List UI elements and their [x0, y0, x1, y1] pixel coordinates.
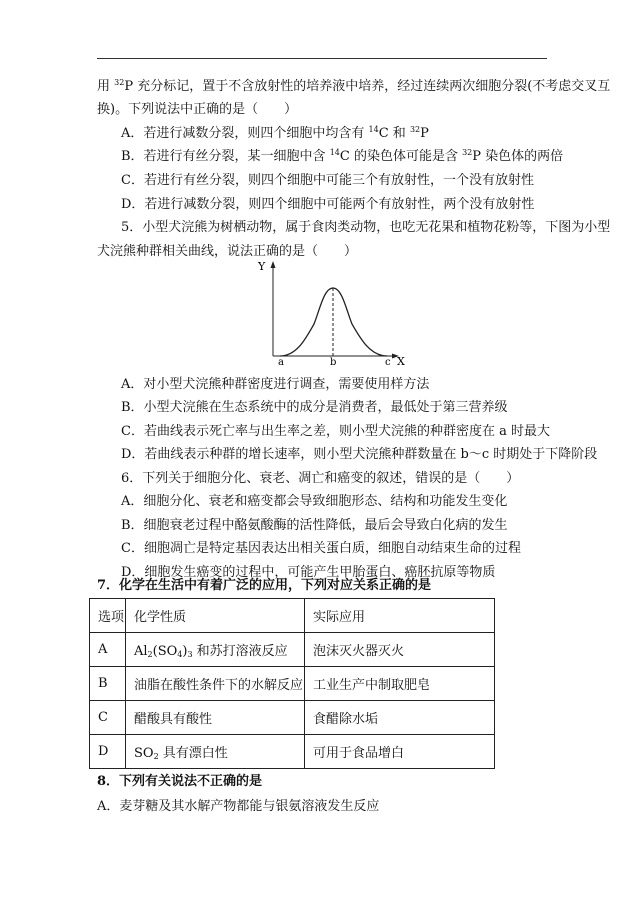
q4-option-d[interactable]: D．若进行减数分裂，则四个细胞中可能两个有放射性，两个没有放射性 [121, 197, 535, 212]
row-option: A [90, 633, 126, 667]
y-axis-arrow [271, 261, 276, 268]
y-axis-label: Y [258, 260, 266, 273]
row-property: $Al_2(SO_4)_3$ 和苏打溶液反应 [126, 633, 305, 667]
q4-option-a[interactable]: A．若进行减数分裂，则四个细胞中均含有 $^{14}$C 和 $^{32}$P [121, 125, 429, 141]
q8-stem: 8．下列有关说法不正确的是 [97, 774, 263, 789]
q4-option-c[interactable]: C．若进行有丝分裂，则四个细胞中可能三个有放射性，一个没有放射性 [121, 173, 534, 188]
q5-stem-line-2: 犬浣熊种群相关曲线，说法正确的是（ ） [97, 244, 358, 259]
q6-option-d[interactable]: D．细胞发生癌变的过程中，可能产生甲胎蛋白、癌胚抗原等物质 [121, 565, 496, 580]
row-application: 可用于食品增白 [305, 735, 495, 769]
table-row[interactable] [90, 701, 495, 735]
q4-continuation-line-2: 换)。下列说法中正确的是（ ） [97, 102, 298, 117]
q5-option-d[interactable]: D．若曲线表示种群的增长速率，则小型犬浣熊种群数量在 b～c 时期处于下降阶段 [121, 447, 598, 462]
table-row[interactable] [90, 633, 495, 667]
row-property: 油脂在酸性条件下的水解反应 [126, 667, 305, 701]
q5-option-b[interactable]: B．小型犬浣熊在生态系统中的成分是消费者，最低处于第三营养级 [121, 400, 508, 415]
q6-option-a[interactable]: A．细胞分化、衰老和癌变都会导致细胞形态、结构和功能发生变化 [121, 494, 508, 509]
point-c-label: c [385, 357, 391, 368]
q5-stem-line-1: 5．小型犬浣熊为树栖动物，属于食肉类动物，也吃无花果和植物花粉等，下图为小型 [121, 220, 611, 235]
row-property: $SO_2$ 具有漂白性 [126, 735, 305, 769]
table-header-row [90, 599, 495, 633]
header-application: 实际应用 [305, 599, 495, 633]
row-property: 醋酸具有酸性 [126, 701, 305, 735]
row-application: 泡沫灭火器灭火 [305, 633, 495, 667]
q6-stem: 6．下列关于细胞分化、衰老、凋亡和癌变的叙述，错误的是（ ） [121, 471, 520, 486]
population-curve-graph [252, 258, 412, 368]
header-option: 选项 [90, 599, 126, 633]
table-row[interactable] [90, 667, 495, 701]
row-option: D [90, 735, 126, 769]
q5-option-a[interactable]: A．对小型犬浣熊种群密度进行调查，需要使用样方法 [121, 377, 430, 392]
row-option: B [90, 667, 126, 701]
q7-stem: 7．化学在生活中有着广泛的应用，下列对应关系正确的是 [97, 578, 432, 593]
row-option: C [90, 701, 126, 735]
row-application: 工业生产中制取肥皂 [305, 667, 495, 701]
header-property: 化学性质 [126, 599, 305, 633]
q6-option-b[interactable]: B．细胞衰老过程中酪氨酸酶的活性降低，最后会导致白化病的发生 [121, 518, 508, 533]
q4-continuation-line-1: 用 $^{32}$P 充分标记，置于不含放射性的培养液中培养，经过连续两次细胞分裂(不考虑交叉互 [97, 78, 611, 94]
header-rule [97, 58, 547, 59]
x-axis-label: X [397, 355, 405, 368]
q7-table [89, 598, 495, 769]
table-row[interactable] [90, 735, 495, 769]
q4-option-b[interactable]: B．若进行有丝分裂，某一细胞中含 $^{14}$C 的染色体可能是含 $^{32}$P 染色体的两倍 [121, 148, 564, 164]
q6-option-c[interactable]: C．细胞凋亡是特定基因表达出相关蛋白质，细胞自动结束生命的过程 [121, 541, 521, 556]
point-b-label: b [330, 357, 337, 368]
point-a-label: a [278, 357, 284, 368]
q5-option-c[interactable]: C．若曲线表示死亡率与出生率之差，则小型犬浣熊的种群密度在 a 时最大 [121, 424, 550, 439]
row-application: 食醋除水垢 [305, 701, 495, 735]
q8-option-a[interactable]: A．麦芽糖及其水解产物都能与银氨溶液发生反应 [97, 799, 380, 814]
